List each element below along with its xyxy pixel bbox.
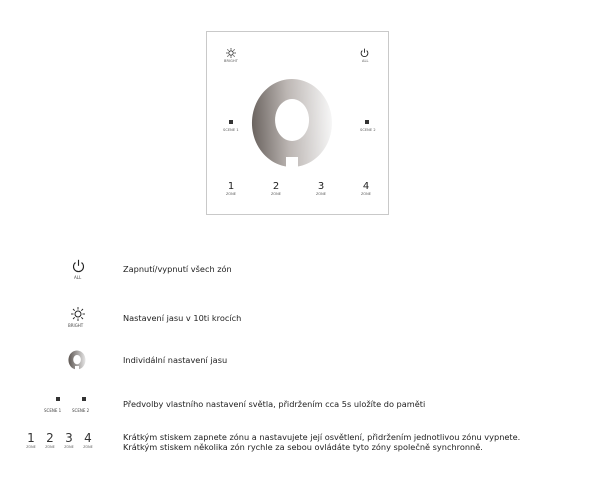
wall-panel (206, 31, 389, 215)
bright-button[interactable] (224, 48, 238, 64)
zone-caption: ZONE (64, 445, 74, 449)
legend-power-icon-group (68, 259, 88, 285)
zone-number: 4 (362, 181, 370, 192)
zone-number: 2 (46, 431, 54, 445)
legend-scene-1-caption: SCENE 1 (44, 408, 62, 413)
power-icon (360, 48, 369, 58)
legend-bright-icon-group (65, 307, 91, 331)
legend-scenes-icon-group (44, 397, 98, 415)
scene-square-icon (82, 397, 86, 401)
legend-zones-text-line-2: Krátkým stiskem několika zón rychle za sebou ovládáte tyto zóny společně synchronně. (123, 442, 483, 452)
zone-number: 4 (84, 431, 92, 445)
scene-2-caption: SCENE 2 (360, 128, 376, 132)
legend-zone-2 (43, 431, 57, 449)
zone-button-3[interactable] (311, 181, 331, 196)
zone-number: 2 (272, 181, 280, 192)
scene-1-button[interactable] (223, 120, 243, 134)
zone-caption: ZONE (83, 445, 93, 449)
zone-number: 1 (27, 431, 35, 445)
zone-caption: ZONE (316, 192, 326, 196)
zone-button-4[interactable] (356, 181, 376, 196)
zone-caption: ZONE (226, 192, 236, 196)
brightness-wheel[interactable] (250, 77, 334, 169)
legend-wheel-text: Individální nastavení jasu (123, 355, 228, 365)
zone-button-2[interactable] (266, 181, 286, 196)
sun-icon (71, 307, 85, 321)
zone-number: 3 (65, 431, 73, 445)
bright-caption: BRIGHT (224, 59, 238, 63)
legend-scenes-text: Předvolby vlastního nastavení světla, přidržením cca 5s uložíte do paměti (123, 399, 426, 409)
sun-icon (226, 48, 236, 58)
legend-zones-icon-group (24, 431, 100, 457)
zone-number: 1 (227, 181, 235, 192)
legend-zone-3 (62, 431, 76, 449)
power-caption: ALL (362, 59, 369, 63)
zone-caption: ZONE (271, 192, 281, 196)
zone-caption: ZONE (361, 192, 371, 196)
legend-scene-2-caption: SCENE 2 (72, 408, 90, 413)
legend-zone-4 (81, 431, 95, 449)
zone-caption: ZONE (45, 445, 55, 449)
scene-square-icon (56, 397, 60, 401)
legend-power-text: Zapnutí/vypnutí všech zón (123, 264, 232, 274)
scene-square-icon (229, 120, 233, 124)
legend-power-caption: ALL (74, 275, 82, 280)
power-icon (72, 259, 85, 273)
legend-bright-text: Nastavení jasu v 10ti krocích (123, 313, 242, 323)
wheel-icon (68, 350, 86, 370)
scene-2-button[interactable] (360, 120, 380, 134)
zone-caption: ZONE (26, 445, 36, 449)
legend-zone-1 (24, 431, 38, 449)
legend-bright-caption: BRIGHT (68, 323, 84, 328)
power-button[interactable] (359, 48, 371, 64)
zone-button-1[interactable] (221, 181, 241, 196)
legend-zones-text-line-1: Krátkým stiskem zapnete zónu a nastavujete její osvětlení, přidržením jednotlivou zónu vypnete. (123, 432, 521, 442)
zone-number: 3 (317, 181, 325, 192)
scene-square-icon (365, 120, 369, 124)
scene-1-caption: SCENE 1 (223, 128, 239, 132)
